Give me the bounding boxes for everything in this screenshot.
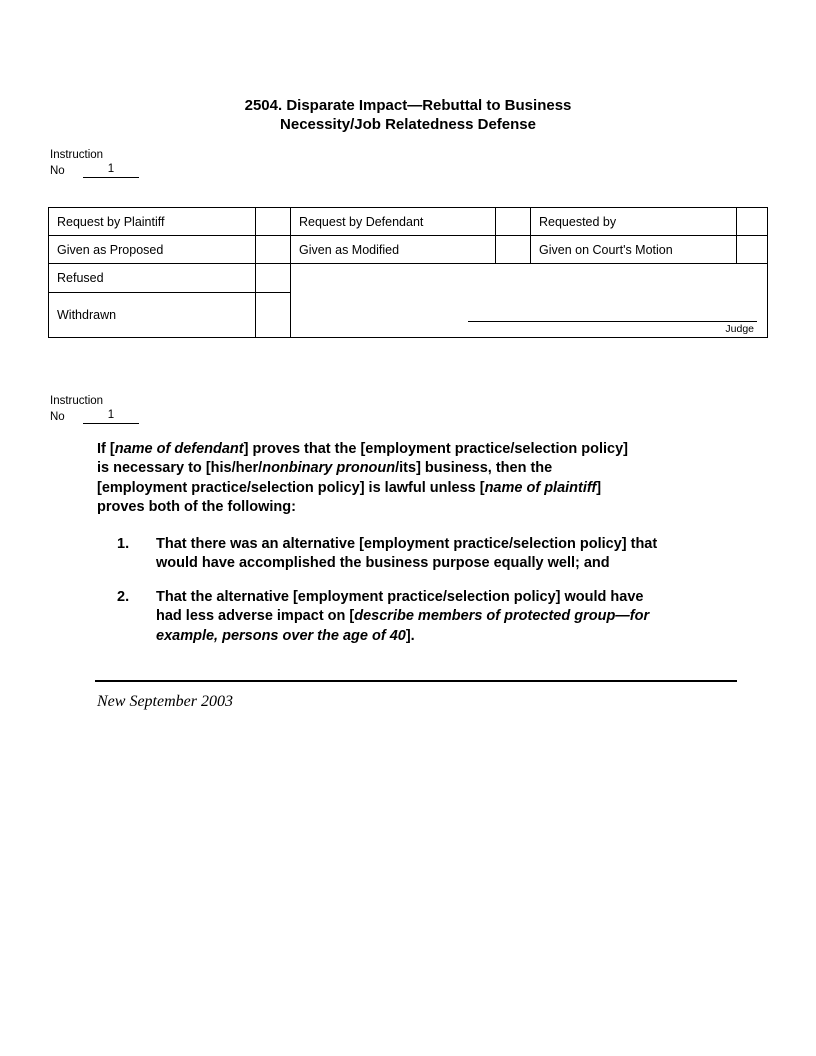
list-item-number: 2. — [117, 589, 130, 605]
cell-request-by-plaintiff: Request by Plaintiff — [49, 208, 256, 236]
cell-given-as-modified: Given as Modified — [291, 236, 496, 264]
table-row — [49, 236, 768, 264]
request-by-plaintiff-checkbox-cell — [256, 208, 291, 236]
cell-given-on-courts-motion: Given on Court's Motion — [531, 236, 737, 264]
given-as-proposed-checkbox-cell — [256, 236, 291, 264]
instruction-no-label: No — [50, 165, 65, 177]
list-item-text: That there was an alternative [employment practice/selection policy] that would have accomplished the business purpose equally well; and — [156, 536, 658, 572]
footer-divider — [95, 680, 737, 682]
cell-withdrawn: Withdrawn — [49, 293, 256, 338]
footer-date: New September 2003 — [97, 693, 233, 710]
cell-given-as-proposed: Given as Proposed — [49, 236, 256, 264]
instruction-number-value: 1 — [83, 162, 139, 178]
instruction-label: Instruction — [50, 395, 104, 407]
instruction-no-label: No — [50, 411, 65, 423]
list-item-text: That the alternative [employment practice/selection policy] would have had less adverse impact on [describe members of protected group—for example, persons over the age of 40]. — [156, 589, 650, 644]
judge-signature-line — [468, 321, 757, 322]
instruction-number-value: 1 — [83, 408, 139, 424]
table-row — [49, 264, 768, 293]
cell-refused: Refused — [49, 264, 256, 293]
refused-checkbox-cell — [256, 264, 291, 293]
given-as-modified-checkbox-cell — [496, 236, 531, 264]
cell-requested-by: Requested by — [531, 208, 737, 236]
instruction-paragraph: If [name of defendant] proves that the [employment practice/selection policy] is necessary to [his/her/nonbinary pronoun/its] business, then the [employment practice/selection policy] is lawful unless [name of plaintiff] proves both of the following: — [97, 441, 628, 515]
page-title-line1: 2504. Disparate Impact—Rebuttal to Business — [244, 97, 572, 114]
given-on-courts-motion-checkbox-cell — [737, 236, 768, 264]
page-title — [0, 96, 816, 134]
request-status-table — [48, 207, 768, 338]
instruction-number-block-top — [50, 148, 139, 178]
list-item-number: 1. — [117, 536, 130, 552]
request-by-defendant-checkbox-cell — [496, 208, 531, 236]
withdrawn-checkbox-cell — [256, 293, 291, 338]
list-item — [117, 588, 649, 646]
instruction-number-block-main — [50, 394, 139, 424]
requested-by-checkbox-cell — [737, 208, 768, 236]
page-title-line2: Necessity/Job Relatedness Defense — [280, 116, 536, 133]
instruction-label: Instruction — [50, 149, 104, 161]
cell-request-by-defendant: Request by Defendant — [291, 208, 496, 236]
table-row — [49, 208, 768, 236]
list-item — [117, 535, 657, 574]
judge-signature-cell — [291, 264, 768, 338]
judge-label: Judge — [725, 323, 754, 335]
